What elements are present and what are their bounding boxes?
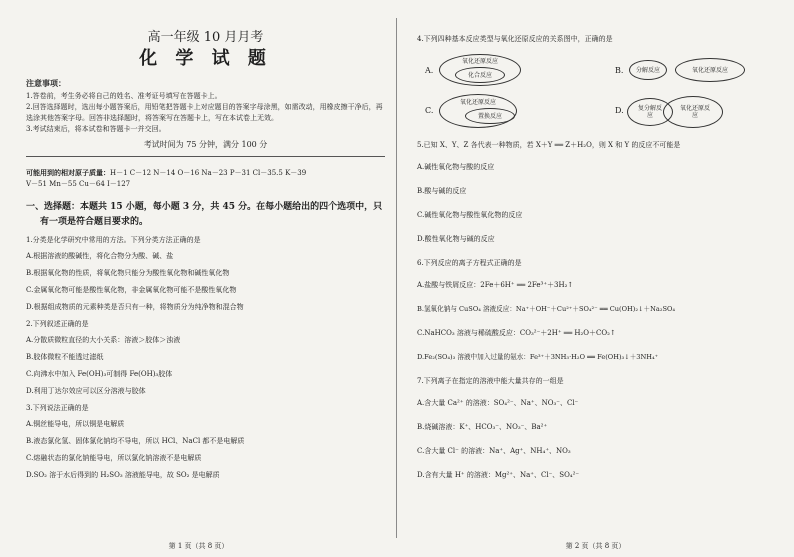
notice-item: 2.回答选择题时，选出每小题答案后，用铅笔把答题卡上对应题目的答案字母涂黑，如需改动，用橡皮擦干净后，再选涂其他答案字母。回答非选择题时，将答案写在答题卡上，写在本试卷上无效。: [26, 103, 383, 122]
q5-option-a: A.碱性氧化物与酸的反应: [417, 163, 495, 171]
q7-option-a: A.含大量 Ca²⁺ 的溶液：SO₄²⁻、Na⁺、NO₃⁻、Cl⁻: [417, 399, 579, 407]
section-heading: [26, 200, 385, 230]
exam-time: 考试时间为 75 分钟，满分 100 分: [143, 140, 268, 149]
q1-option-a: A.根据溶液的酸碱性，将化合物分为酸、碱、盐: [26, 252, 174, 260]
q4-c-inner-label: 置换反应: [477, 112, 502, 120]
q7-option-b: B.烧碱溶液：K⁺、HCO₃⁻、NO₃⁻、Ba²⁺: [417, 423, 548, 431]
q2-option-a: A.分散质微粒直径的大小关系：溶液＞胶体＞浊液: [26, 336, 181, 344]
q1-option-b: B.根据氧化物的性质，将氧化物只能分为酸性氧化物和碱性氧化物: [26, 269, 230, 277]
q4-label-d: D.: [615, 106, 624, 115]
q7-option-d: D.含有大量 H⁺ 的溶液：Mg²⁺、Na⁺、Cl⁻、SO₄²⁻: [417, 471, 580, 479]
q6-option-c: C.NaHCO₃ 溶液与稀硫酸反应：CO₃²⁻＋2H⁺ ══ H₂O＋CO₂↑: [417, 329, 616, 337]
atomic-mass-label: 可能用到的相对原子质量：: [26, 168, 110, 177]
atomic-masses: [26, 167, 385, 190]
page-1-footer: 第 1 页（共 8 页）: [168, 542, 229, 550]
q4-d-right-ellipse: [663, 96, 723, 128]
q7-option-c: C.含大量 Cl⁻ 的溶液：Na⁺、Ag⁺、NH₄⁺、NO₃: [417, 447, 571, 455]
q4-b-left-label: 分解反应: [635, 66, 660, 74]
exam-title: 高一年级 10 月月考: [147, 30, 264, 45]
q6-option-d: D.Fe₂(SO₄)₃ 溶液中加入过量的氨水：Fe³⁺＋3NH₃·H₂O ══ Fe(OH)₃↓＋3NH₄⁺: [417, 353, 659, 361]
q5-option-c: C.碱性氧化物与酸性氧化物的反应: [417, 211, 523, 219]
question-6: 6.下列反应的离子方程式正确的是: [417, 259, 522, 267]
q4-label-c: C.: [425, 106, 434, 115]
q4-d-left-label: 复分解反应: [637, 105, 662, 119]
q3-option-b: B.液态氯化氢、固体氯化钠均不导电，所以 HCl、NaCl 都不是电解质: [26, 437, 245, 445]
page-2: [397, 0, 794, 557]
q3-option-a: A.铜丝能导电，所以铜是电解质: [26, 420, 125, 428]
q4-b-right-label: 氧化还原反应: [691, 66, 728, 74]
q2-option-d: D.利用丁达尔效应可以区分溶液与胶体: [26, 387, 146, 395]
notice-title: 注意事项：: [26, 78, 66, 88]
notice-item: 3.考试结束后，将本试卷和答题卡一并交回。: [26, 125, 166, 133]
q4-a-inner-ellipse: [455, 67, 505, 83]
q4-c-inner-ellipse: [465, 108, 515, 124]
q4-diagram-row-2: [417, 92, 782, 132]
atomic-mass-line2: V－51 Mn－55 Cu－64 I－127: [26, 180, 131, 188]
q4-label-a: A.: [425, 66, 434, 75]
divider-line: [26, 156, 385, 157]
q4-diagram-row-1: [417, 54, 782, 88]
question-3: 3.下列说法正确的是: [26, 404, 89, 412]
q4-d-right-label: 氧化还原反应: [679, 105, 710, 119]
q4-b-left-ellipse: [629, 60, 667, 80]
q4-c-outer-label: 氧化还原反应: [459, 99, 496, 106]
q4-a-outer-label: 氧化还原反应: [461, 58, 498, 65]
section-heading-line2: 有一项是符合题目要求的。: [40, 217, 149, 227]
section-heading-line1: 一、选择题：本题共 15 小题，每小题 3 分，共 45 分。在每小题给出的四个选项中，只: [26, 202, 383, 212]
atomic-mass-line1: H－1 C－12 N－14 O－16 Na－23 P－31 Cl－35.5 K－39: [110, 169, 307, 177]
q1-option-c: C.金属氧化物可能是酸性氧化物，非金属氧化物可能不是酸性氧化物: [26, 286, 237, 294]
q2-option-c: C.向沸水中加入 Fe(OH)₃可制得 Fe(OH)₃胶体: [26, 370, 173, 378]
question-2: 2.下列叙述正确的是: [26, 320, 89, 328]
q5-option-d: D.酸性氧化物与碱的反应: [417, 235, 495, 243]
q4-a-inner-label: 化合反应: [467, 71, 492, 79]
notice-item: 1.答卷前，考生务必将自己的姓名、准考证号填写在答题卡上。: [26, 92, 222, 100]
page-2-footer: 第 2 页（共 8 页）: [565, 542, 626, 550]
q6-option-a: A.盐酸与铁屑反应：2Fe＋6H⁺ ══ 2Fe³⁺＋3H₂↑: [417, 281, 574, 289]
q4-label-b: B.: [615, 66, 624, 75]
q3-option-c: C.熔融状态的氯化钠能导电，所以氯化钠溶液不是电解质: [26, 454, 202, 462]
q3-option-d: D.SO₂ 溶于水后得到的 H₂SO₃ 溶液能导电，故 SO₂ 是电解质: [26, 471, 220, 479]
q2-option-b: B.胶体微粒不能透过滤纸: [26, 353, 104, 361]
question-1: 1.分类是化学研究中常用的方法。下列分类方法正确的是: [26, 236, 201, 244]
question-4: 4.下列四种基本反应类型与氧化还原反应的关系图中，正确的是: [417, 35, 613, 43]
q5-option-b: B.酸与碱的反应: [417, 187, 467, 195]
subject-title: 化 学 试 题: [139, 48, 272, 69]
q4-b-right-ellipse: [675, 58, 745, 82]
question-7: 7.下列离子在指定的溶液中能大量共存的一组是: [417, 377, 564, 385]
question-5: 5.已知 X、Y、Z 各代表一种物质，若 X＋Y ══ Z＋H₂O，则 X 和 Y 的反应不可能是: [417, 141, 681, 149]
q1-option-d: D.根据组成物质的元素种类是否只有一种，将物质分为纯净物和混合物: [26, 303, 244, 311]
q6-option-b: B.氢氧化钠与 CuSO₄ 溶液反应：Na⁺＋OH⁻＋Cu²⁺＋SO₄²⁻ ══ Cu(OH)₂↓＋Na₂SO₄: [417, 305, 676, 313]
